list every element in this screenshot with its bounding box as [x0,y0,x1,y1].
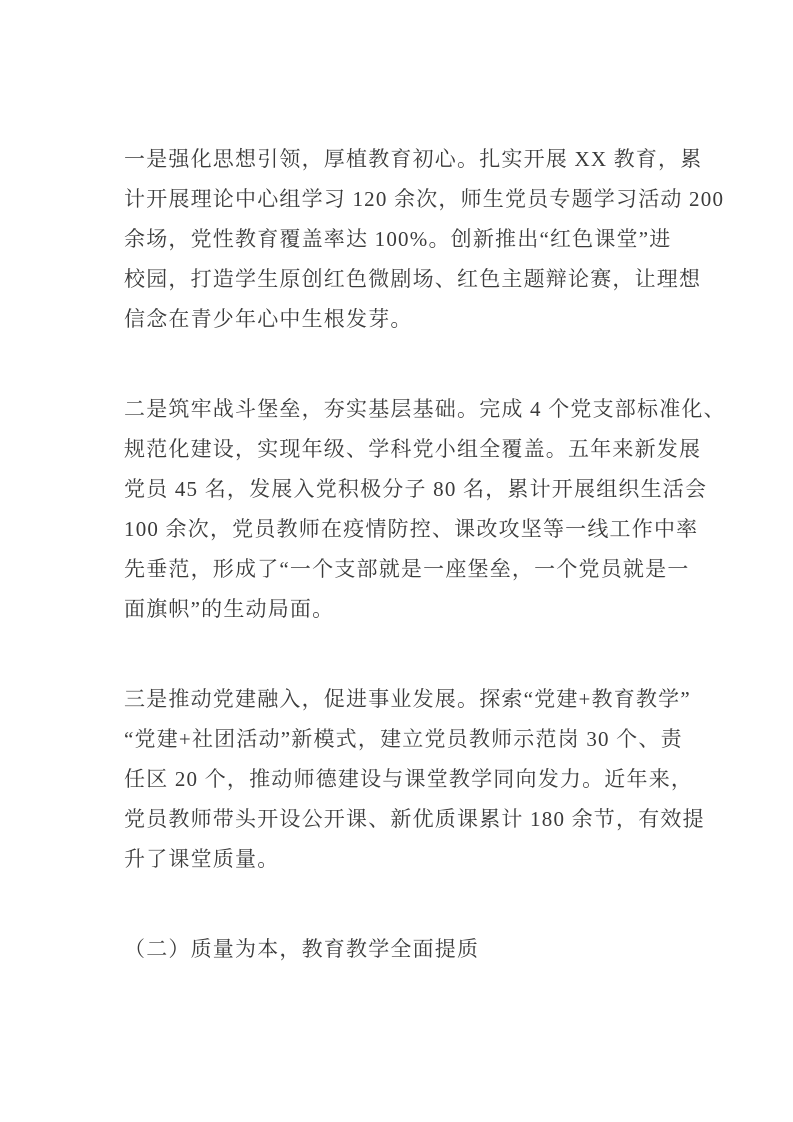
text-line: 党员教师带头开设公开课、新优质课累计 180 余节，有效提 [124,807,705,831]
text-line: 面旗帜”的生动局面。 [124,597,335,621]
document-content [124,139,726,969]
text-line: 党员 45 名，发展入党积极分子 80 名，累计开展组织生活会 [124,477,708,501]
section-heading-quality [124,929,670,969]
text-line: 先垂范，形成了“一个支部就是一座堡垒，一个党员就是一 [124,557,690,581]
text-line: 升了课堂质量。 [124,847,280,871]
text-line: 计开展理论中心组学习 120 余次，师生党员专题学习活动 200 [124,187,725,211]
text-line: 校园，打造学生原创红色微剧场、红色主题辩论赛，让理想 [124,267,702,291]
paragraph-organization [124,389,726,629]
text-line: 任区 20 个，推动师德建设与课堂教学同向发力。近年来， [124,767,694,791]
paragraph-ideology [124,139,725,339]
text-line: 余场，党性教育覆盖率达 100%。创新推出“红色课堂”进 [124,227,672,251]
text-line: 一是强化思想引领，厚植教育初心。扎实开展 XX 教育，累 [124,147,703,171]
text-line: 100 余次，党员教师在疫情防控、课改攻坚等一线工作中率 [124,517,699,541]
heading-line: （二）质量为本，教育教学全面提质 [124,937,480,961]
text-line: 规范化建设，实现年级、学科党小组全覆盖。五年来新发展 [124,437,702,461]
text-line: 三是推动党建融入，促进事业发展。探索“党建+教育教学” [124,687,691,711]
paragraph-integration [124,679,705,879]
text-line: 二是筑牢战斗堡垒，夯实基层基础。完成 4 个党支部标准化、 [124,397,726,421]
text-line: 信念在青少年心中生根发芽。 [124,307,413,331]
text-line: “党建+社团活动”新模式，建立党员教师示范岗 30 个、责 [124,727,683,751]
